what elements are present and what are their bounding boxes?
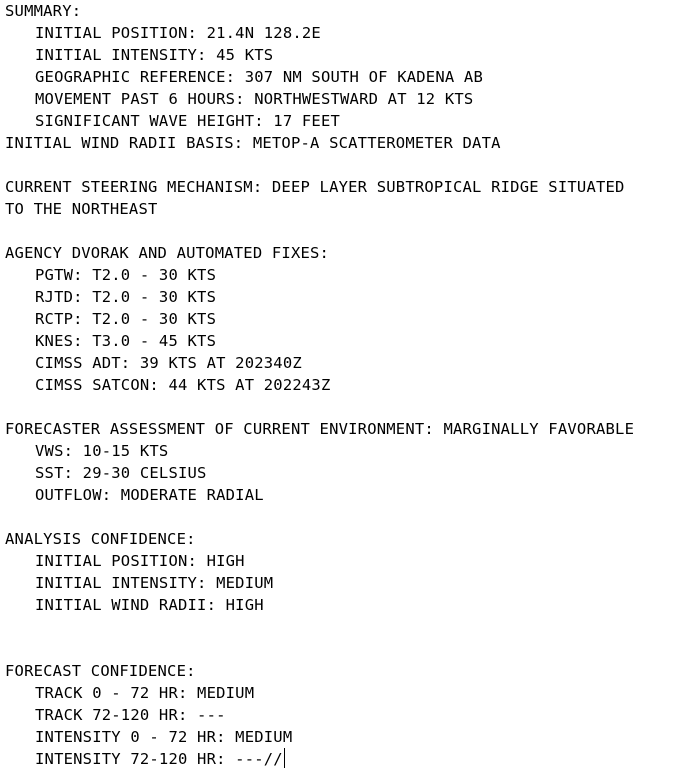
fix-item: RJTD: T2.0 - 30 KTS [35,288,217,306]
fix-item: RCTP: T2.0 - 30 KTS [35,310,217,328]
summary-wave-height: SIGNIFICANT WAVE HEIGHT: 17 FEET [35,112,341,130]
spacer [5,220,671,242]
forecast-confidence-item: INTENSITY 0 - 72 HR: MEDIUM [35,728,293,746]
analysis-confidence-item: INITIAL INTENSITY: MEDIUM [35,574,274,592]
forecast-confidence-item: TRACK 0 - 72 HR: MEDIUM [35,684,255,702]
summary-geographic-reference: GEOGRAPHIC REFERENCE: 307 NM SOUTH OF KADENA AB [35,68,483,86]
environment-item: VWS: 10-15 KTS [35,442,169,460]
spacer [5,396,671,418]
analysis-confidence-item: INITIAL POSITION: HIGH [35,552,245,570]
fix-item: CIMSS SATCON: 44 KTS AT 202243Z [35,376,331,394]
forecast-confidence-item: INTENSITY 72-120 HR: ---// [35,750,283,768]
environment-item: OUTFLOW: MODERATE RADIAL [35,486,264,504]
analysis-confidence-item: INITIAL WIND RADII: HIGH [35,596,264,614]
summary-initial-intensity: INITIAL INTENSITY: 45 KTS [35,46,274,64]
spacer [5,638,671,660]
forecast-confidence-item: TRACK 72-120 HR: --- [35,706,226,724]
summary-movement: MOVEMENT PAST 6 HOURS: NORTHWESTWARD AT 12 KTS [35,90,474,108]
summary-heading: SUMMARY: [5,2,82,20]
fix-item: PGTW: T2.0 - 30 KTS [35,266,217,284]
analysis-confidence-heading: ANALYSIS CONFIDENCE: [5,530,196,548]
wind-radii-basis: INITIAL WIND RADII BASIS: METOP-A SCATTEROMETER DATA [5,134,501,152]
fix-item: KNES: T3.0 - 45 KTS [35,332,217,350]
summary-initial-position: INITIAL POSITION: 21.4N 128.2E [35,24,321,42]
steering-line-1: CURRENT STEERING MECHANISM: DEEP LAYER SUBTROPICAL RIDGE SITUATED [5,178,625,196]
bulletin-text [5,0,671,770]
spacer [5,154,671,176]
forecast-confidence-heading: FORECAST CONFIDENCE: [5,662,196,680]
forecast-confidence-last-line [5,748,671,770]
fix-item: CIMSS ADT: 39 KTS AT 202340Z [35,354,302,372]
steering-line-2: TO THE NORTHEAST [5,200,158,218]
spacer [5,506,671,528]
text-cursor [284,748,285,768]
environment-item: SST: 29-30 CELSIUS [35,464,207,482]
fixes-heading: AGENCY DVORAK AND AUTOMATED FIXES: [5,244,330,262]
environment-heading: FORECASTER ASSESSMENT OF CURRENT ENVIRONMENT: MARGINALLY FAVORABLE [5,420,635,438]
spacer [5,616,671,638]
